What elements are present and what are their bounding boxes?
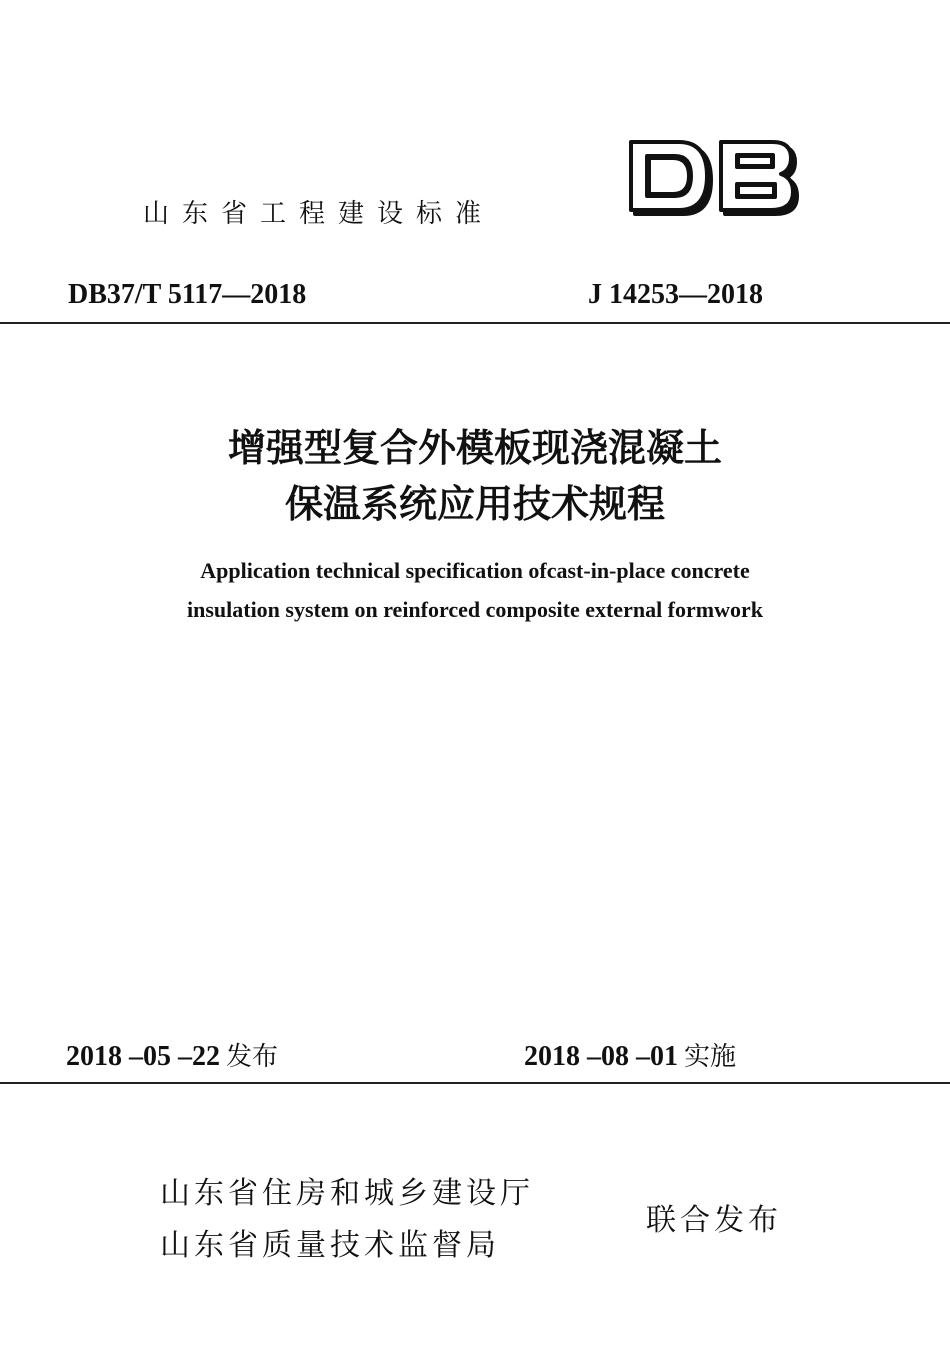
title-cn-line1: 增强型复合外模板现浇混凝土: [227, 425, 722, 470]
effective-date-block: [524, 1036, 736, 1077]
top-divider: [0, 322, 950, 324]
standard-type: 山东省工程建设标准: [143, 199, 495, 229]
logo-letter-b: [721, 142, 797, 214]
title-cn-line2: 保温系统应用技术规程: [284, 481, 665, 526]
standard-number: DB37/T 5117—2018: [68, 279, 307, 310]
logo-letter-d: [631, 142, 711, 214]
issuer-line2: 山东省质量技术监督局: [160, 1228, 500, 1263]
publish-date: 2018 –05 –22: [66, 1041, 220, 1072]
title-en-line1: Application technical specification ofcast-in-place concrete: [200, 558, 750, 583]
db-logo: [625, 140, 800, 220]
publish-label: 发布: [226, 1042, 279, 1072]
title-en-line2: insulation system on reinforced composite external formwork: [186, 597, 763, 622]
joint-issue-label: 联合发布: [646, 1203, 782, 1238]
record-number: J 14253—2018: [588, 279, 763, 310]
effective-date: 2018 –08 –01: [524, 1041, 678, 1072]
publish-date-block: [66, 1036, 278, 1077]
issuer-line1: 山东省住房和城乡建设厅: [160, 1176, 534, 1211]
effective-label: 实施: [684, 1042, 737, 1072]
bottom-divider: [0, 1082, 950, 1084]
